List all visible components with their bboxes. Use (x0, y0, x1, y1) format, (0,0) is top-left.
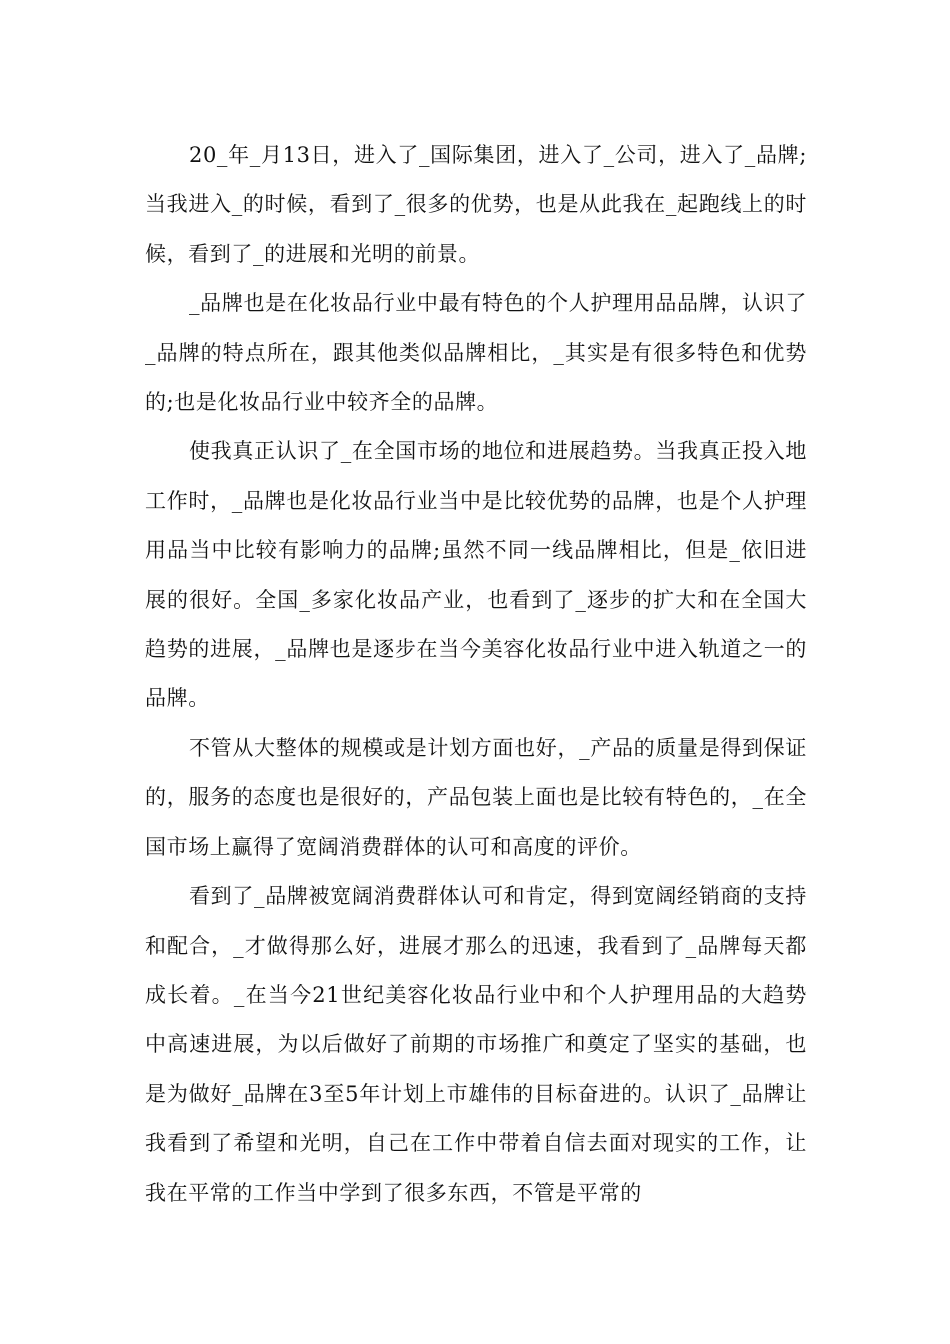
paragraph-4: 不管从大整体的规模或是计划方面也好，_产品的质量是得到保证的，服务的态度也是很好的，产品包装上面也是比较有特色的，_在全国市场上赢得了宽阔消费群体的认可和高度的评价。 (145, 735, 807, 859)
paragraph-5: 看到了_品牌被宽阔消费群体认可和肯定，得到宽阔经销商的支持和配合，_才做得那么好，进展才那么的迅速，我看到了_品牌每天都成长着。_在当今21世纪美容化妆品行业中和个人护理用品的大趋势中高速进展，为以后做好了前期的市场推广和奠定了坚实的基础，也是为做好_品牌在3至5年计划上市雄伟的目标奋进的。认识了_品牌让我看到了希望和光明，自己在工作中带着自信去面对现实的工作，让我在平常的工作当中学到了很多东西，不管是平常的 (145, 884, 807, 1205)
document-body (145, 131, 807, 1218)
paragraph-3: 使我真正认识了_在全国市场的地位和进展趋势。当我真正投入地工作时，_品牌也是化妆品行业当中是比较优势的品牌，也是个人护理用品当中比较有影响力的品牌;虽然不同一线品牌相比，但是_依旧进展的很好。全国_多家化妆品产业，也看到了_逐步的扩大和在全国大趋势的进展，_品牌也是逐步在当今美容化妆品行业中进入轨道之一的品牌。 (145, 439, 807, 711)
paragraph-2: _品牌也是在化妆品行业中最有特色的个人护理用品品牌，认识了_品牌的特点所在，跟其他类似品牌相比，_其实是有很多特色和优势的;也是化妆品行业中较齐全的品牌。 (145, 291, 807, 415)
paragraph-1: 20_年_月13日，进入了_国际集团，进入了_公司，进入了_品牌;当我进入_的时候，看到了_很多的优势，也是从此我在_起跑线上的时候，看到了_的进展和光明的前景。 (145, 143, 807, 266)
